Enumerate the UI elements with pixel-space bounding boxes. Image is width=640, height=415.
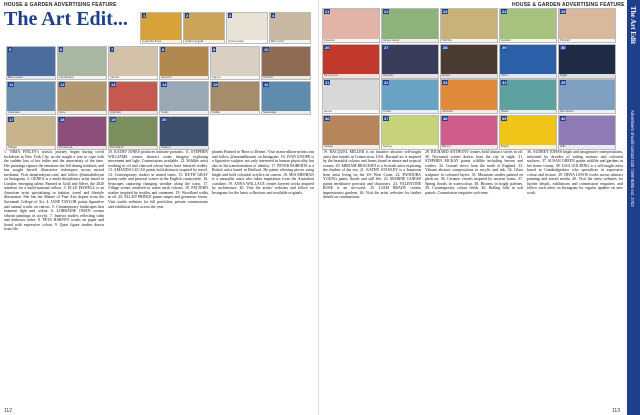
artwork-thumbnail xyxy=(108,81,158,115)
artwork-thumbnail xyxy=(558,8,616,43)
artwork-number: 12 xyxy=(60,82,65,87)
artwork-caption: Seascape xyxy=(262,111,310,115)
artwork-caption: Coast xyxy=(382,110,438,114)
artwork-thumbnail xyxy=(210,46,260,80)
artwork-caption: Woodland xyxy=(109,146,157,150)
artwork-number: 21 xyxy=(325,9,330,14)
artwork-number: 23 xyxy=(443,9,448,14)
artwork-caption: Study xyxy=(160,111,208,115)
artwork-number: 18 xyxy=(60,117,65,122)
sidebar-title: The Art Edit xyxy=(629,6,637,45)
artwork-number: 28 xyxy=(443,44,448,50)
artwork-thumbnail xyxy=(381,115,439,150)
artwork-caption: Cattle xyxy=(211,111,259,115)
text-column-2: 10. KATHY JONES produces intimate portraits. 11. STEPHEN WILLIAMS creates abstract water imagery exploring movement and light. Commissions available. 12. Wildlife artist working in oil and charcoal whose hares have featured widely. 13. AMANDA LUCAS paints bold abstracts inspired by travel. 14. Contemporary studies in muted tones. 15. RUTH GRAY paints cattle and pastoral scenes in the English countryside. 16. Seascapes capturing changing weather along the coast. 17. Village scenes rendered in warm earth colours. 18. PATTERN studies inspired by textiles and ornament. 19. Woodland walks in oil. 20. ELLEN PRINCE paints stripes and geometric forms. Visit studio websites for full portfolios, private commissions and exhibition dates across the year. xyxy=(108,150,208,209)
artwork-thumbnail xyxy=(6,46,56,80)
text-column-5: 29. RICHARD ANTHONY creates bold abstract swirls in oil. 30. Nocturnal scenes drawn from the city at night. 31. STEPHEN MCKAY paints wildlife including herons and waders. 32. Coastal views from the north of England. 33. Vibrant abstract compositions in acrylic and ink. 34. Glass sculpture in coloured layers. 35. Mountain studies painted en plein air. 36. Ceramic vessels inspired by ancient forms. 37. Spring florals in watercolour. 38. Blooms in bright palettes. 39. Contemporary colour fields. 40. Rolling hills in soft pastels. Commission enquiries welcome. xyxy=(425,150,523,195)
artwork-caption: Portrait xyxy=(262,76,310,80)
artwork-number: 24 xyxy=(502,9,507,14)
artwork-number: 27 xyxy=(384,44,389,50)
text-column-4: 19. RACQUEL MILLER is an intuitive abstract self-taught artist that resides in Connecticut, USA. Racquel art is inspired by the beautiful colours and forms found in nature and tropical oceans. 20. MIRIAM BRACKEN is a Scottish artist exploring the rhythm of the sea. 21. KATHY STANLEY is a Jamaican born artist living on the US West Coast. 22. PANDORA YOUNG paints florals and still life. 23. MARINE GOHAR paints meditative portraits and characters. 24. VALENTINE ROSE is an art-world. 25. LIAM BRADY creates impressionist gardens. 26. Visit the artist websites for further details on commissions. xyxy=(323,150,421,200)
artwork-thumbnail xyxy=(381,44,439,79)
artwork-number: 16 xyxy=(264,82,269,87)
artwork-number: 9 xyxy=(213,47,216,52)
artwork-caption: Green study xyxy=(382,39,438,43)
artwork-thumbnail xyxy=(57,46,107,80)
artwork-caption: Hills xyxy=(559,145,615,149)
artwork-number: 32 xyxy=(384,80,389,85)
artwork-caption: Vessel xyxy=(323,145,379,149)
sidebar-band xyxy=(627,0,640,415)
artwork-thumbnail xyxy=(499,79,557,114)
artwork-number: 20 xyxy=(162,117,167,122)
artwork-number: 8 xyxy=(162,47,165,52)
artwork-thumbnail xyxy=(159,46,209,80)
page-title: The Art Edit... xyxy=(4,8,128,30)
artwork-number: 7 xyxy=(111,47,114,52)
artwork-caption: Hare xyxy=(58,111,106,115)
artwork-number: 36 xyxy=(325,115,330,121)
artwork-number: 31 xyxy=(325,80,330,85)
artwork-caption: Figure xyxy=(211,76,259,80)
artwork-number: 39 xyxy=(502,115,507,121)
artwork-thumbnail xyxy=(183,12,225,44)
artwork-number: 19 xyxy=(111,117,116,122)
artwork-caption: Landscape xyxy=(58,76,106,80)
artwork-thumbnail xyxy=(499,8,557,43)
artwork-thumbnail xyxy=(440,115,498,150)
artwork-caption: Cascade xyxy=(7,111,55,115)
artwork-caption: Portrait xyxy=(559,39,615,43)
artwork-number: 2 xyxy=(186,13,189,18)
artwork-thumbnail xyxy=(108,116,158,150)
artwork-caption: Still life xyxy=(441,39,497,43)
artwork-number: 10 xyxy=(264,47,269,52)
artwork-caption: Flowers xyxy=(323,39,379,43)
artwork-number: 37 xyxy=(384,115,389,121)
artwork-thumbnail xyxy=(322,44,380,79)
artwork-caption: Abstract xyxy=(109,111,157,115)
sidebar-contact: Advertisers should contact 020 7499 9080 ext. 3703 xyxy=(630,110,635,207)
artwork-thumbnail xyxy=(6,116,56,150)
artwork-number: 11 xyxy=(9,82,14,87)
artwork-thumbnail xyxy=(226,12,268,44)
artwork-thumbnail xyxy=(322,79,380,114)
artwork-thumbnail xyxy=(558,44,616,79)
artwork-caption: Night xyxy=(559,74,615,78)
artwork-thumbnail xyxy=(57,81,107,115)
artwork-thumbnail xyxy=(381,8,439,43)
artwork-number: 26 xyxy=(325,44,330,50)
artwork-caption: Swirl xyxy=(500,74,556,78)
artwork-thumbnail xyxy=(499,115,557,150)
page-number-right: 113 xyxy=(612,408,620,414)
artwork-caption: Bird motif xyxy=(270,40,310,44)
artwork-number: 15 xyxy=(213,82,218,87)
artwork-caption: Abstract xyxy=(441,110,497,114)
artwork-caption: Mountains xyxy=(559,110,615,114)
artwork-number: 22 xyxy=(384,9,389,14)
artwork-thumbnail xyxy=(6,81,56,115)
artwork-thumbnail xyxy=(57,116,107,150)
artwork-caption: Glass xyxy=(500,110,556,114)
artwork-thumbnail xyxy=(159,116,209,150)
artwork-caption: Interior xyxy=(109,76,157,80)
artwork-number: 38 xyxy=(443,115,448,121)
artwork-thumbnail xyxy=(159,81,209,115)
artwork-number: 34 xyxy=(502,80,507,85)
artwork-caption: Heron xyxy=(323,110,379,114)
artwork-caption: Bloom xyxy=(441,145,497,149)
artwork-caption: Red forms xyxy=(323,74,379,78)
header-right: HOUSE & GARDEN ADVERTISING FEATURE xyxy=(512,2,625,8)
artwork-number: 3 xyxy=(229,13,232,18)
artwork-thumbnail xyxy=(499,44,557,79)
artwork-caption: Spring xyxy=(382,145,438,149)
artwork-thumbnail xyxy=(440,8,498,43)
artwork-caption: Ornament xyxy=(58,146,106,150)
artwork-number: 29 xyxy=(502,44,507,50)
artwork-thumbnail xyxy=(261,81,311,115)
artwork-caption: Garden xyxy=(500,39,556,43)
artwork-number: 13 xyxy=(111,82,116,87)
artwork-caption: Bright xyxy=(500,145,556,149)
artwork-thumbnail xyxy=(269,12,311,44)
artwork-thumbnail xyxy=(322,115,380,150)
artwork-number: 4 xyxy=(272,13,275,18)
artwork-number: 5 xyxy=(9,47,12,52)
artwork-thumbnail xyxy=(440,44,498,79)
text-column-1: 1. NIMA FINLEY's artistic journey began during covid lockdown in New York City, as she sought a way to cope with the sudden loss of her father and the uncertainty of the time. Her paintings capture the emotions she felt during isolation, and has sought herself illustrative techniques across mixed mediums. Visit nimafinleyart.com/ and follow @nimafinleyart on Instagram. 2. GENEA is a multi-disciplinary artist based in London; emerging talent. Painted in Gold and Silver, the 2020 standout for a multi-national rollout. 3. ELLE DOWELL is an American artist specializing in fashion, travel and lifestyle illustration. She has her Master of Fine Arts degree from the Savannah College of Art. 4. JANE TAYLOR paints figurative and animal works on canvas. 5. Contemporary landscapes that examine light and colour. 6. LORRAINE OWEN creates vibrant paintings in acrylic. 7. Interior studies reflecting calm and domestic order. 8. PETA HARVEY works on paper and board with expressive colour. 9. Quiet figure studies drawn from life. xyxy=(4,150,104,232)
artwork-caption: Stripes xyxy=(160,146,208,150)
text-column-3: planets Painted in 'Born to Dream'. Visit maria-albion-prints.com and follow @mariaalbionart on Instagram. 16. IVAN KNOPE is a figurative sculptor not only interested in human physicality but also in the transformation of identity. 17. PETER ROBERTS is a British artist based in Bedford. He paints relaxing pieces using bright and bold colourful acrylics on canvas. 18. MIA MEEHAN is a naturalist artist who takes inspiration from the Australian coastline. 19. ANNA WALLACE creates layered works inspired by architecture. 20. Visit the artists' websites and follow on Instagram for the latest collections and available originals. xyxy=(212,150,314,195)
artwork-caption: Woman xyxy=(382,74,438,78)
artwork-number: 40 xyxy=(561,115,566,121)
artwork-thumbnail xyxy=(322,8,380,43)
artwork-caption: Blue series xyxy=(7,76,55,80)
artwork-caption: Amber & gold xyxy=(184,40,224,44)
artwork-number: 35 xyxy=(561,80,566,85)
artwork-caption: Horse xyxy=(441,74,497,78)
page-number-left: 112 xyxy=(4,408,12,414)
artwork-number: 30 xyxy=(561,44,566,50)
artwork-number: 33 xyxy=(443,80,448,85)
artwork-number: 17 xyxy=(9,117,14,122)
artwork-thumbnail xyxy=(381,79,439,114)
artwork-caption: Colourful lines xyxy=(141,40,181,44)
artwork-number: 25 xyxy=(561,9,566,14)
header-left: HOUSE & GARDEN ADVERTISING FEATURE xyxy=(4,2,117,8)
text-column-6: 36. AUDREY JOHNS bright and imaginative interpretations, informed by decades of sailing seasons and coloured surfaces. 37. SUSAN GREEN paints wildlife and gardens in her home county. 38. LISA GOLDING is a self-taught artist based in Cambridgeshire who specialises in expressive colour and texture. 39. DENA LEWIS works across abstract painting and mixed media. 40. Visit the artist websites for further details, exhibitions and commission enquiries, and follow each artist on Instagram for regular updates on new work. xyxy=(527,150,623,195)
artwork-caption: Cloud study xyxy=(227,40,267,44)
artwork-thumbnail xyxy=(261,46,311,80)
artwork-number: 6 xyxy=(60,47,63,52)
artwork-thumbnail xyxy=(558,115,616,150)
artwork-thumbnail xyxy=(440,79,498,114)
artwork-thumbnail xyxy=(210,81,260,115)
artwork-thumbnail xyxy=(558,79,616,114)
artwork-number: 1 xyxy=(143,13,146,18)
artwork-number: 14 xyxy=(162,82,167,87)
artwork-thumbnail xyxy=(140,12,182,44)
artwork-caption: Harvest xyxy=(160,76,208,80)
artwork-thumbnail xyxy=(108,46,158,80)
artwork-caption: Village xyxy=(7,146,55,150)
page-gutter xyxy=(318,0,319,415)
